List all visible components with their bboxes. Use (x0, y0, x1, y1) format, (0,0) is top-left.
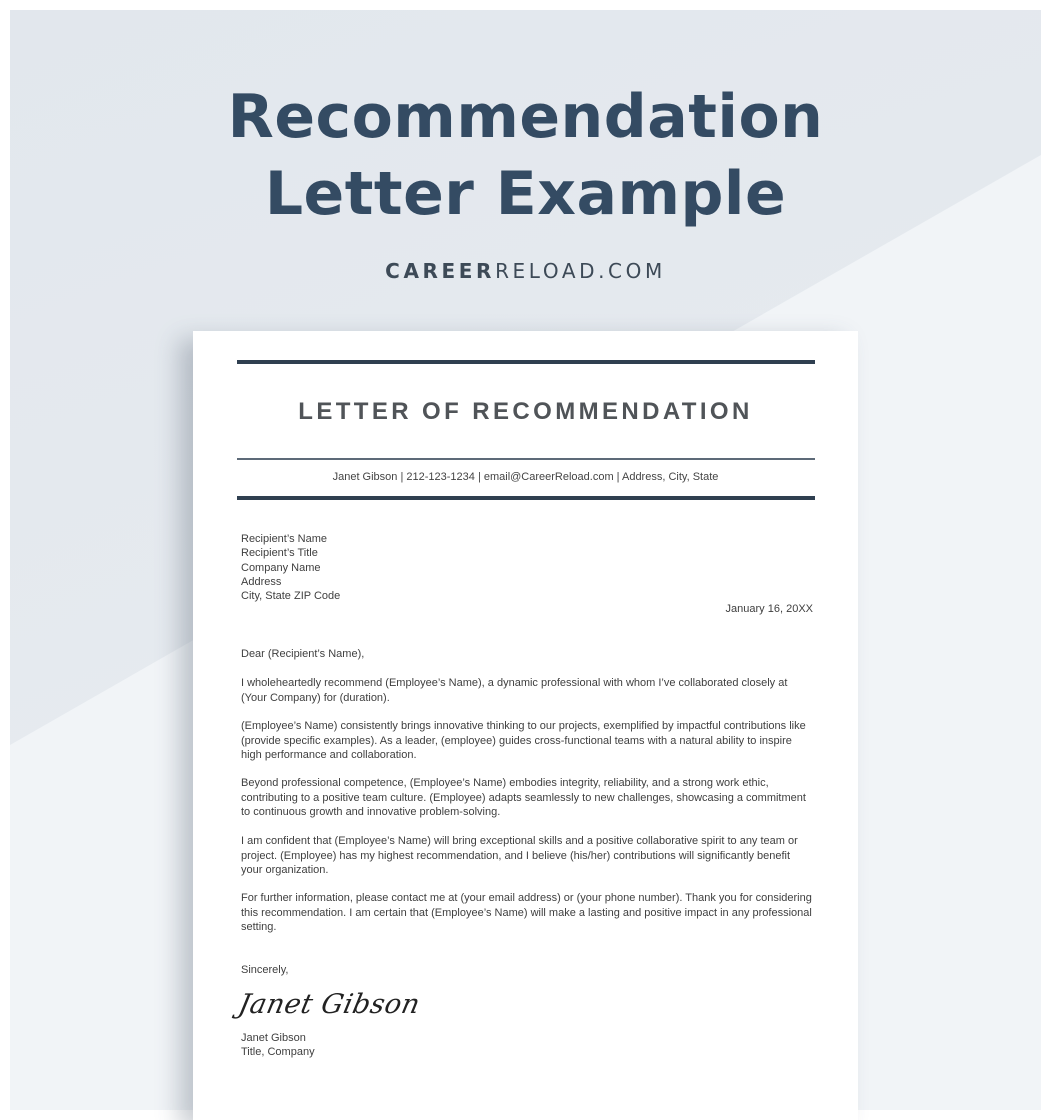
headline-line-1: Recommendation (227, 82, 824, 152)
recipient-title: Recipient’s Title (241, 547, 318, 559)
letter-page (193, 331, 858, 1120)
brand-name (0, 259, 1051, 283)
body-paragraph: For further information, please contact me at (your email address) or (your phone number). Thank you for considering this recommendation. I am certain that (Employee’s Name) will make a lasting and positive impact in any professional setting. (241, 892, 812, 933)
body-paragraph: I am confident that (Employee’s Name) will bring exceptional skills and a positive collaborative spirit to any team or project. (Employee) has my highest recommendation, and I believe (his/her) contributions will significantly benefit your organization. (241, 835, 798, 876)
recipient-company: Company Name (241, 562, 321, 574)
letter-title: LETTER OF RECOMMENDATION (298, 398, 753, 425)
brand-name-bold: CAREER (385, 259, 496, 283)
body-paragraph: (Employee’s Name) consistently brings innovative thinking to our projects, exemplified by impactful contributions like (provide specific examples). As a leader, (employee) guides cross-functional teams with a natural ability to inspire high performance and collaboration. (241, 720, 806, 761)
signature: Janet Gibson (235, 989, 424, 1020)
greeting: Dear (Recipient’s Name), (241, 648, 365, 660)
recipient-name: Recipient’s Name (241, 533, 328, 545)
top-rule (237, 360, 815, 364)
signer-title: Title, Company (241, 1046, 315, 1058)
brand-name-rest: RELOAD.COM (495, 259, 666, 283)
headline-line-2: Letter Example (264, 159, 787, 229)
contact-line: Janet Gibson | 212-123-1234 | email@CareerReload.com | Address, City, State (332, 471, 719, 483)
header-rule (237, 458, 815, 460)
recipient-city: City, State ZIP Code (241, 590, 341, 602)
closing: Sincerely, (241, 964, 289, 976)
recipient-address: Address (241, 576, 282, 588)
letter-date: January 16, 20XX (725, 603, 813, 615)
body-paragraph: Beyond professional competence, (Employee’s Name) embodies integrity, reliability, and a strong work ethic, contributing to a positive team culture. (Employee) adapts seamlessly to new challenges, showcasing a commitment to continuous growth and innovative problem-solving. (241, 777, 806, 818)
body-paragraph: I wholeheartedly recommend (Employee’s Name), a dynamic professional with whom I’ve collaborated closely at (Your Company) for (duration). (241, 677, 788, 704)
signer-name: Janet Gibson (241, 1032, 306, 1044)
contact-rule (237, 496, 815, 500)
